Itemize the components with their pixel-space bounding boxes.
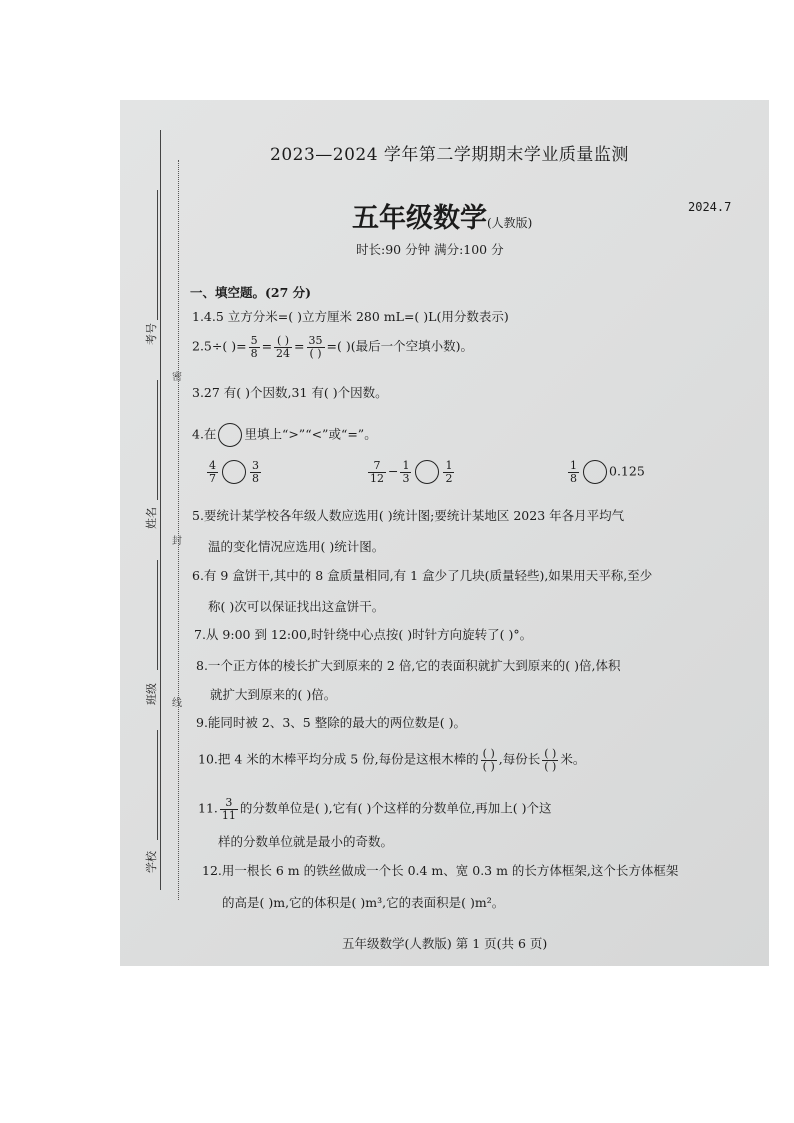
question-11-line-1 [198, 797, 552, 821]
question-12-line-1: 12.用一根长 6 m 的铁丝做成一个长 0.4 m、宽 0.3 m 的长方体框架,这个长方体框架 [202, 863, 679, 878]
q11-numerator: 3 [220, 797, 238, 810]
question-5-line-1: 5.要统计某学校各年级人数应选用( )统计图;要统计某地区 2023 年各月平均气 [192, 508, 625, 523]
q4-item-b [366, 460, 456, 484]
class-blank [157, 560, 158, 670]
exam-number-label: 考号 [145, 323, 158, 345]
q4-item-c [566, 460, 645, 484]
page-footer: 五年级数学(人教版) 第 1 页(共 6 页) [342, 936, 548, 951]
seal-feng: 封 [172, 536, 182, 547]
q2-f1-numerator: 5 [250, 334, 258, 347]
compare-circle-b[interactable] [415, 460, 439, 484]
exam-title: 2023—2024 学年第二学期期末学业质量监测 [270, 145, 629, 165]
q2-f1-denominator: 8 [250, 346, 258, 360]
q2-f2-numerator: ( ) [274, 335, 292, 348]
q10-fraction-1 [481, 748, 497, 772]
question-8-line-2: 就扩大到原来的( )倍。 [210, 687, 337, 702]
q4a-d2: 8 [252, 471, 259, 485]
q4a-n2: 3 [252, 459, 259, 472]
q4b-d1: 12 [370, 471, 384, 485]
q4-suffix: 里填上“>”“<”或“=”。 [244, 426, 377, 442]
q4b-d2: 3 [402, 471, 410, 485]
q2-fraction-2 [274, 335, 292, 359]
q4c-d1: 8 [570, 471, 577, 485]
q4b-d3: 2 [445, 471, 453, 485]
question-1: 1.4.5 立方分米=( )立方厘米 280 mL=( )L(用分数表示) [192, 309, 509, 324]
q11-prefix: 11. [198, 800, 218, 816]
seal-xian: 线 [172, 698, 182, 709]
q2-suffix: =( )(最后一个空填小数)。 [326, 338, 473, 354]
q4a-n1: 4 [209, 459, 216, 472]
q2-f2-denominator: 24 [276, 346, 291, 360]
q11-denominator: 11 [221, 808, 236, 822]
q10-mid: ,每份长 [498, 751, 541, 767]
q4b-n2: 1 [402, 459, 410, 472]
q4-prefix: 4.在 [192, 426, 217, 442]
school-blank [157, 730, 158, 840]
q2-prefix: 2.5÷( )= [192, 338, 247, 354]
duration-score: 时长:90 分钟 满分:100 分 [356, 242, 504, 257]
compare-circle-c[interactable] [583, 460, 607, 484]
exam-number-blank [157, 190, 158, 320]
q2-eq: = [261, 338, 273, 354]
question-6-line-2: 称( )次可以保证找出这盒饼干。 [208, 599, 385, 614]
seal-dotted-line [178, 160, 179, 900]
question-2 [192, 335, 473, 359]
q2-fraction-3 [307, 335, 325, 359]
question-11-line-2: 样的分数单位就是最小的奇数。 [218, 834, 394, 849]
question-5-line-2: 温的变化情况应选用( )统计图。 [208, 539, 385, 554]
question-9: 9.能同时被 2、3、5 整除的最大的两位数是( )。 [196, 715, 466, 730]
question-12-line-2: 的高是( )m,它的体积是( )m³,它的表面积是( )m²。 [222, 895, 505, 910]
q4c-value: 0.125 [609, 463, 645, 479]
name-blank [157, 380, 158, 500]
q4c-n1: 1 [570, 459, 577, 472]
question-6-line-1: 6.有 9 盒饼干,其中的 8 盒质量相同,有 1 盒少了几块(质量轻些),如果用天平称,至少 [192, 568, 653, 583]
q10-prefix: 10.把 4 米的木棒平均分成 5 份,每份是这根木棒的 [198, 751, 479, 767]
q4b-n3: 1 [445, 459, 453, 472]
class-label: 班级 [145, 683, 158, 705]
q4b-minus: − [388, 463, 399, 479]
question-4 [192, 423, 377, 447]
q10-f2-numerator: ( ) [544, 747, 557, 760]
binding-line [160, 130, 161, 890]
q10-f2-denominator: ( ) [544, 759, 557, 773]
compare-circle-a[interactable] [222, 460, 246, 484]
q2-f3-numerator: 35 [308, 334, 323, 347]
question-7: 7.从 9:00 到 12:00,时针绕中心点按( )时针方向旋转了( )°。 [194, 627, 533, 642]
q4b-n1: 7 [368, 460, 386, 473]
q4a-d1: 7 [209, 471, 216, 485]
subject-title [352, 196, 532, 235]
q11-fraction [220, 797, 238, 821]
edition-label: (人教版) [487, 216, 533, 230]
school-label: 学校 [145, 851, 158, 873]
q2-f3-denominator: ( ) [309, 346, 322, 360]
q2-eq-2: = [294, 338, 305, 354]
question-3: 3.27 有( )个因数,31 有( )个因数。 [192, 385, 388, 400]
q10-f1-numerator: ( ) [482, 747, 495, 760]
question-8-line-1: 8.一个正方体的棱长扩大到原来的 2 倍,它的表面积就扩大到原来的( )倍,体积 [196, 658, 621, 673]
seal-mi: 密 [172, 372, 182, 383]
question-10 [198, 748, 585, 772]
section-heading: 一、填空题。(27 分) [190, 285, 312, 300]
q10-suffix: 米。 [560, 751, 586, 767]
q10-fraction-2 [542, 748, 558, 772]
q4-item-a [205, 460, 263, 484]
exam-date: 2024.7 [688, 200, 732, 214]
circle-blank-icon [218, 423, 242, 447]
name-label: 姓名 [145, 507, 158, 529]
q10-f1-denominator: ( ) [482, 759, 495, 773]
q2-fraction-1 [249, 335, 260, 359]
q11-text: 的分数单位是( ),它有( )个这样的分数单位,再加上( )个这 [239, 800, 552, 816]
subject-name: 五年级数学 [352, 203, 487, 234]
